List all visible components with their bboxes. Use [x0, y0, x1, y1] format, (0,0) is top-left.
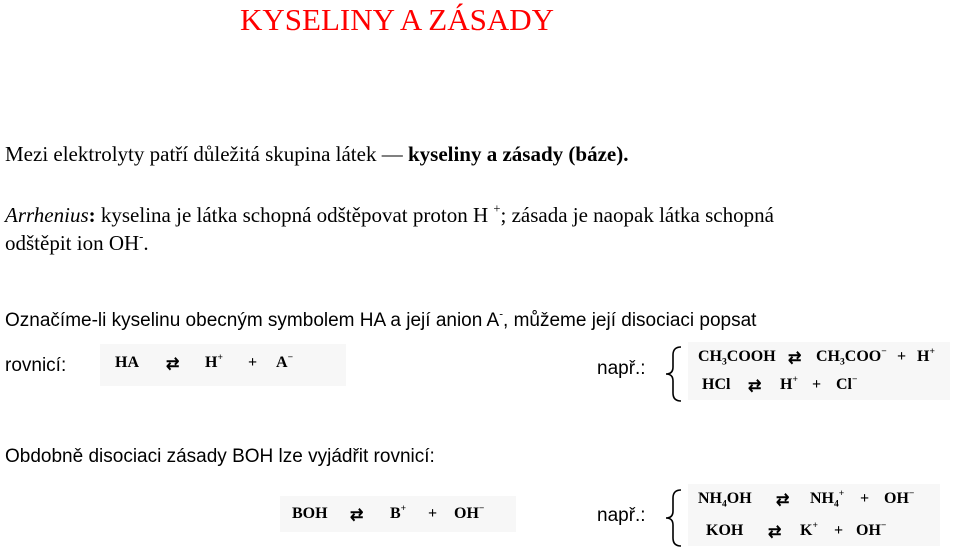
- equilibrium-arrow: ⇄: [768, 524, 782, 541]
- acid-equation: [100, 344, 346, 386]
- arrhenius-name: Arrhenius: [5, 203, 89, 227]
- intro-highlight: kyseliny a zásady (báze).: [407, 142, 629, 166]
- eq-plus: +: [834, 522, 844, 539]
- anion-charge: -: [499, 308, 504, 321]
- eq-product-2: A−: [276, 351, 294, 371]
- eq-plus: +: [897, 348, 907, 365]
- hydrogen-ion: H+: [780, 373, 798, 393]
- hydroxide-charge: -: [139, 229, 144, 244]
- eq-product-1: H+: [205, 351, 223, 371]
- example-label-acid: např.:: [597, 358, 646, 379]
- equilibrium-arrow: ⇄: [788, 350, 802, 367]
- hydrochloric-acid: HCl: [702, 376, 731, 393]
- equilibrium-arrow: ⇄: [350, 507, 364, 524]
- example-label-base: např.:: [597, 505, 646, 526]
- intro-line: [5, 142, 628, 167]
- eq-plus: +: [428, 505, 438, 522]
- eq-product-1: B+: [390, 502, 407, 522]
- potassium-hydroxide: KOH: [706, 522, 744, 539]
- base-examples: [688, 484, 940, 546]
- arrhenius-text-a: kyselina je látka schopná odštěpovat proton H: [95, 203, 494, 227]
- acetate-ion: $CH_3COO^-$: [816, 345, 887, 368]
- hydroxide-ion: OH−: [884, 487, 915, 507]
- hydrogen-ion: H+: [917, 345, 935, 365]
- acid-examples: [688, 342, 950, 400]
- acid-definition-text-a: Označíme-li kyselinu obecným symbolem HA a její anion A: [5, 310, 500, 331]
- arrhenius-colon: :: [88, 203, 96, 227]
- eq-reactant: BOH: [292, 505, 328, 522]
- eq-plus: +: [812, 376, 822, 393]
- eq-product-2: OH−: [454, 502, 485, 522]
- chloride-ion: Cl−: [836, 373, 858, 393]
- acid-definition-text-b: , můžeme její disociaci popsat: [503, 310, 757, 331]
- arrhenius-text-b: ; zásada je naopak látka schopná: [500, 203, 774, 227]
- arrhenius-line-2: [5, 231, 149, 256]
- equilibrium-arrow: ⇄: [166, 356, 180, 373]
- equation-label: rovnicí:: [5, 355, 67, 376]
- eq-plus: +: [248, 354, 258, 371]
- potassium-ion: K+: [800, 519, 818, 539]
- base-definition-line: Obdobně disociaci zásady BOH lze vyjádřit rovnicí:: [5, 446, 435, 467]
- arrhenius-line2-end: .: [143, 231, 149, 255]
- eq-reactant: HA: [115, 354, 139, 371]
- ammonium-hydroxide: $NH_4OH$: [698, 490, 752, 510]
- intro-text: Mezi elektrolyty patří důležitá skupina látek —: [5, 142, 408, 166]
- page-title: KYSELINY A ZÁSADY: [240, 2, 555, 37]
- equilibrium-arrow: ⇄: [776, 492, 790, 509]
- base-equation: [280, 496, 516, 532]
- arrhenius-line2-text: odštěpit ion OH: [5, 231, 140, 255]
- proton-charge: +: [493, 201, 501, 216]
- equilibrium-arrow: ⇄: [748, 378, 762, 395]
- acid-definition-line: [5, 310, 756, 332]
- brace-icon: [661, 488, 683, 548]
- acetic-acid: $CH_3COOH$: [698, 348, 776, 368]
- brace-icon: [661, 345, 683, 403]
- ammonium-ion: $NH_4^+$: [810, 487, 845, 510]
- arrhenius-line-1: [5, 203, 774, 228]
- eq-plus: +: [860, 490, 870, 507]
- hydroxide-ion: OH−: [856, 519, 887, 539]
